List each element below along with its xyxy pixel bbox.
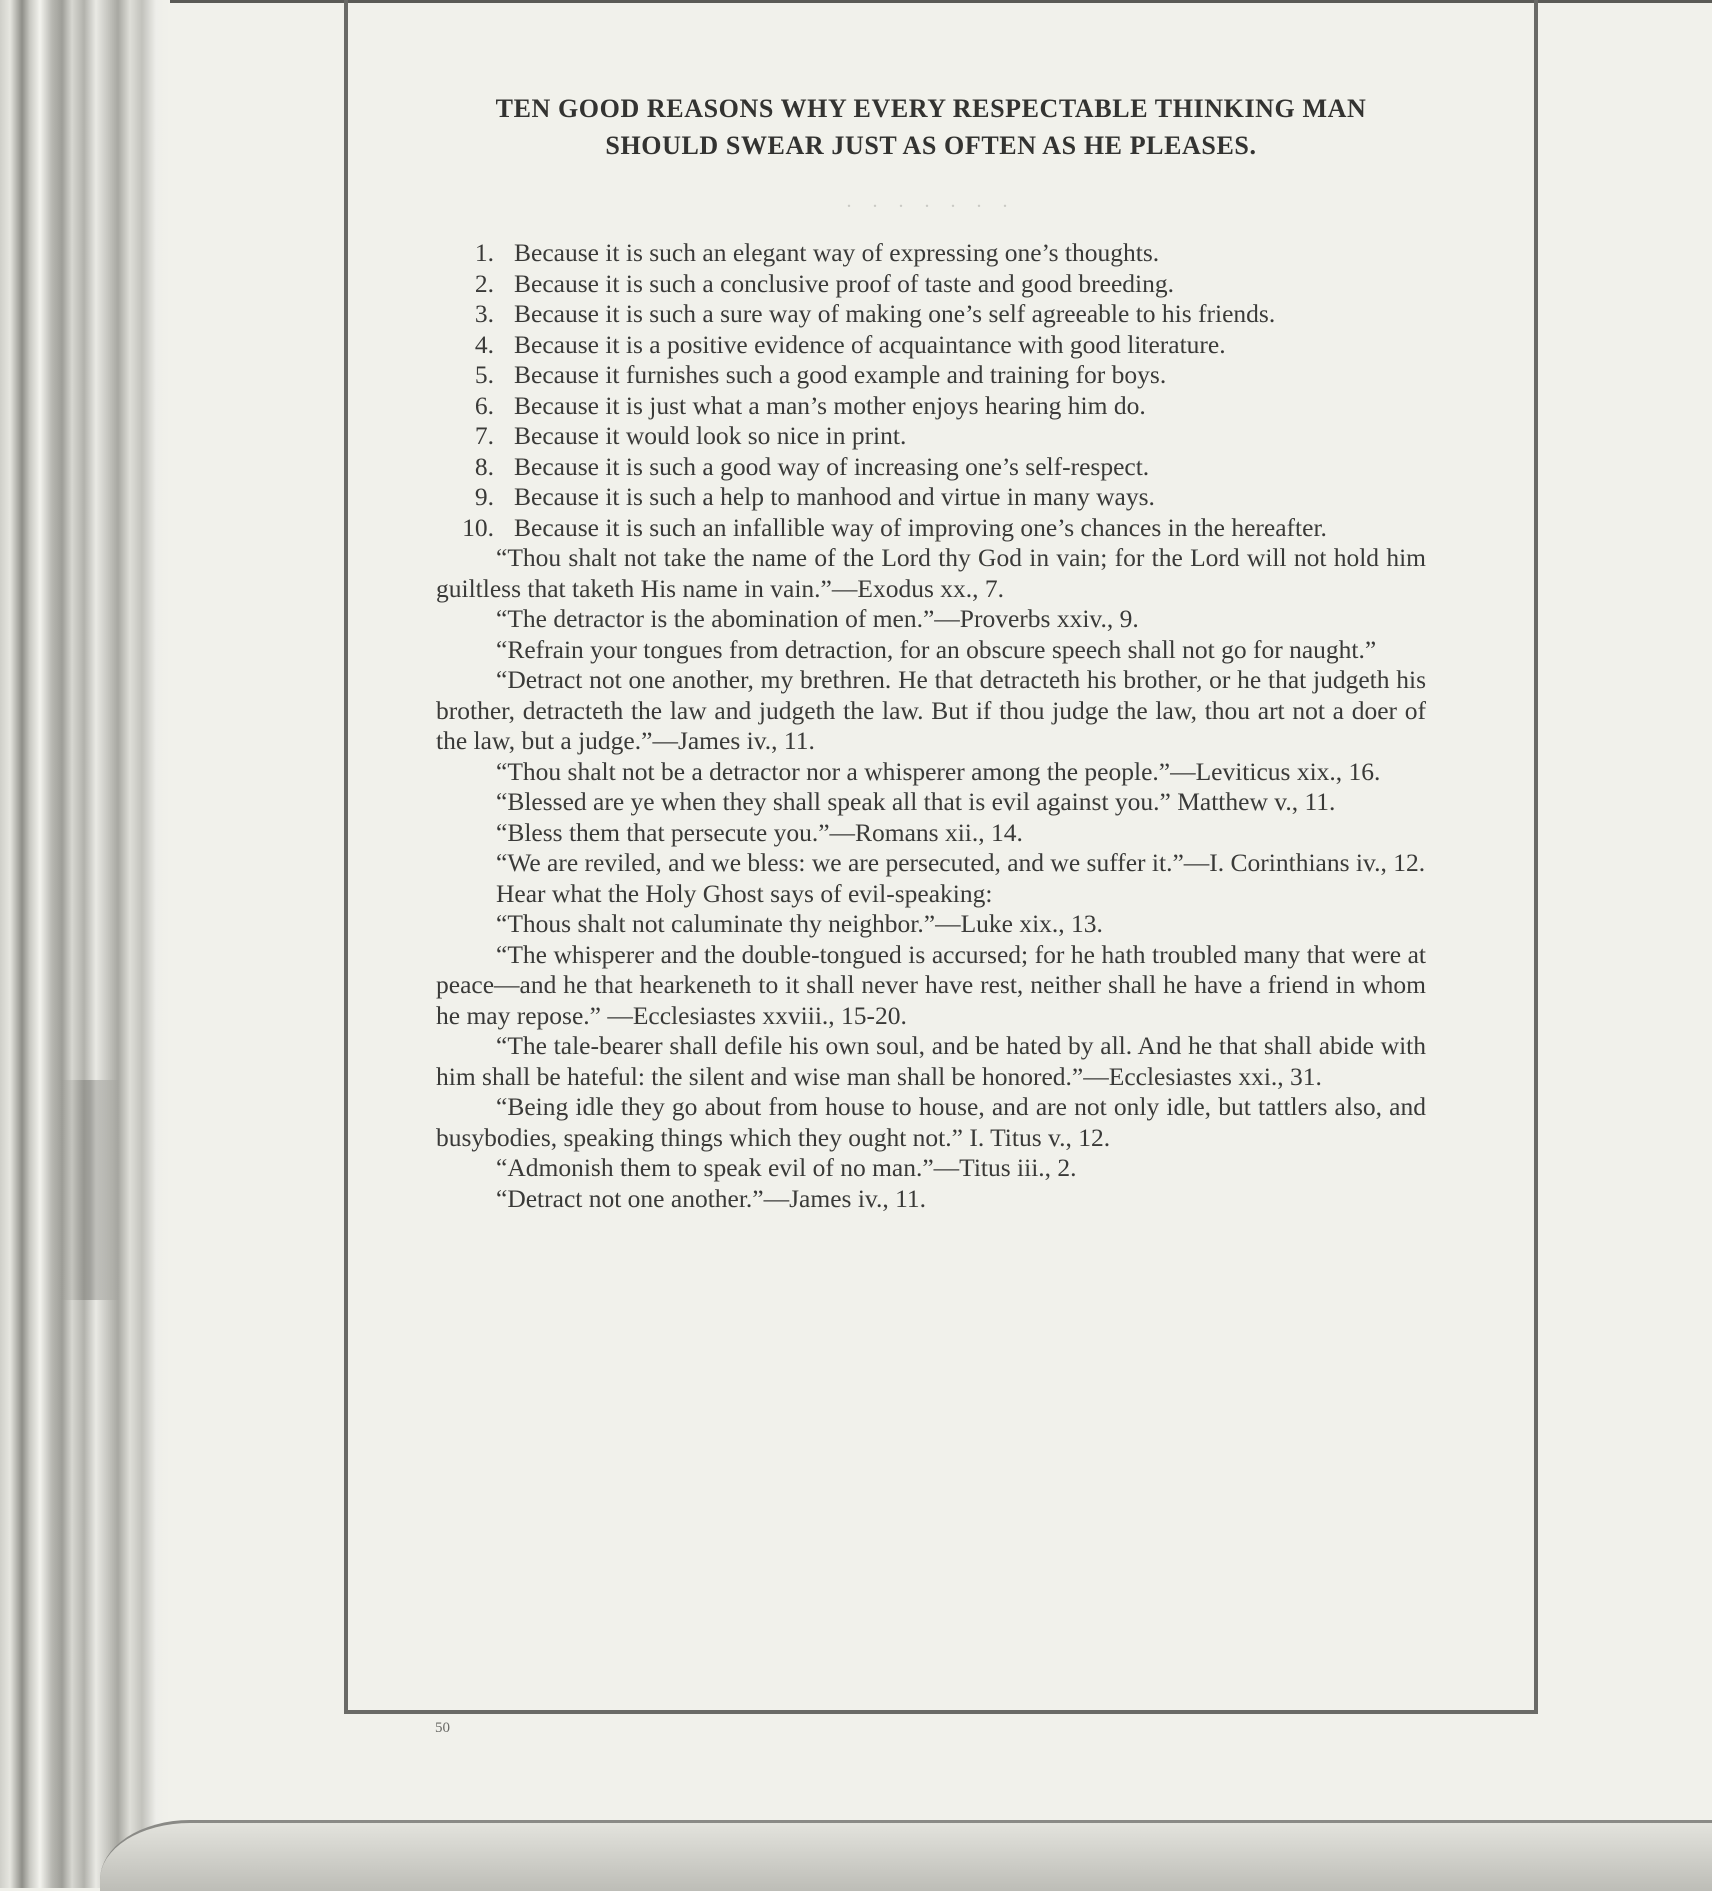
scripture-quote: “Thou shalt not take the name of the Lord thy God in vain; for the Lord will not hold him guiltless that taketh His name in vain.”—Exodus xx., 7. <box>436 543 1426 603</box>
title-line-2: SHOULD SWEAR JUST AS OFTEN AS HE PLEASES. <box>605 131 1257 160</box>
reason-item <box>436 269 1426 300</box>
page-title <box>436 90 1426 164</box>
scripture-quote: “Bless them that persecute you.”—Romans xii., 14. <box>496 817 1023 847</box>
reason-item <box>436 513 1426 544</box>
reason-item <box>436 330 1426 361</box>
reason-item <box>436 452 1426 483</box>
scripture-quote: “The whisperer and the double-tongued is accursed; for he hath troubled many that were at peace—and he that hearkeneth to it shall never have rest, neither shall he have a friend in whom he may repose.” —Ecclesiastes xxviii., 15-20. <box>436 939 1426 1030</box>
scripture-quote: “Refrain your tongues from detraction, for an obscure speech shall not go for naught.” <box>496 634 1377 664</box>
faded-subtitle: . . . . . . . <box>846 190 1016 212</box>
reason-text: Because it is such a good way of increasing one’s self-respect. <box>514 451 1150 481</box>
scripture-quote: “Detract not one another.”—James iv., 11. <box>496 1183 927 1213</box>
reason-item <box>436 238 1426 269</box>
binding-shadow <box>60 1080 120 1300</box>
scripture-quote: “Detract not one another, my brethren. He that detracteth his brother, or he that judgeth his brother, detracteth the law and judgeth the law. But if thou judge the law, thou art not a doer of the law, but a judge.”—James iv., 11. <box>436 665 1426 755</box>
scripture-quote: “Admonish them to speak evil of no man.”—Titus iii., 2. <box>496 1153 1077 1182</box>
page-number: 50 <box>435 1720 450 1736</box>
reason-text: Because it is a positive evidence of acquaintance with good literature. <box>514 329 1226 359</box>
scripture-quote: “We are reviled, and we bless: we are persecuted, and we suffer it.”—I. Corinthians iv., 12. <box>496 848 1426 877</box>
reason-number: 10. <box>462 512 494 542</box>
reason-text: Because it is such a conclusive proof of taste and good breeding. <box>514 268 1174 298</box>
reason-number: 1. <box>474 238 494 267</box>
reason-item <box>436 421 1426 452</box>
reason-number: 2. <box>474 268 494 298</box>
section-intro: Hear what the Holy Ghost says of evil-speaking: <box>496 878 993 908</box>
reason-item <box>436 360 1426 391</box>
scripture-quote: “Thous shalt not caluminate thy neighbor.”—Luke xix., 13. <box>496 909 1103 938</box>
body-text <box>436 238 1426 1214</box>
reason-number: 6. <box>474 390 494 420</box>
reason-text: Because it is such a sure way of making one’s self agreeable to his friends. <box>514 299 1276 328</box>
reason-number: 4. <box>474 329 494 359</box>
scripture-quote: “Blessed are ye when they shall speak all that is evil against you.” Matthew v., 11. <box>496 787 1336 816</box>
reason-text: Because it furnishes such a good example and training for boys. <box>514 360 1167 389</box>
reason-text: Because it is just what a man’s mother enjoys hearing him do. <box>514 390 1146 420</box>
reason-number: 5. <box>474 360 494 389</box>
reason-number: 7. <box>474 421 494 450</box>
reason-number: 3. <box>474 299 494 328</box>
reason-number: 9. <box>474 482 494 511</box>
scripture-quote: “Thou shalt not be a detractor nor a whisperer among the people.”—Leviticus xix., 16. <box>496 756 1381 786</box>
book-binding <box>0 0 170 1888</box>
reason-text: Because it is such a help to manhood and virtue in many ways. <box>514 482 1155 511</box>
scripture-quote: “Being idle they go about from house to house, and are not only idle, but tattlers also, and busybodies, speaking things which they ought not.” I. Titus v., 12. <box>436 1092 1426 1152</box>
scripture-quote: “The tale-bearer shall defile his own soul, and be hated by all. And he that shall abide with him shall be hateful: the silent and wise man shall be honored.”—Ecclesiastes xxi., 31. <box>436 1031 1426 1091</box>
reason-text: Because it is such an infallible way of improving one’s chances in the hereafter. <box>514 512 1327 542</box>
reason-number: 8. <box>474 451 494 481</box>
page-curl <box>100 1820 1712 1891</box>
page-content <box>436 90 1426 1214</box>
title-line-1: TEN GOOD REASONS WHY EVERY RESPECTABLE THINKING MAN <box>495 94 1367 123</box>
scripture-quote: “The detractor is the abomination of men.”—Proverbs xxiv., 9. <box>496 604 1139 633</box>
reason-text: Because it is such an elegant way of expressing one’s thoughts. <box>514 238 1160 267</box>
reason-item <box>436 391 1426 422</box>
reason-item <box>436 299 1426 330</box>
reason-text: Because it would look so nice in print. <box>514 421 907 450</box>
reason-item <box>436 482 1426 513</box>
